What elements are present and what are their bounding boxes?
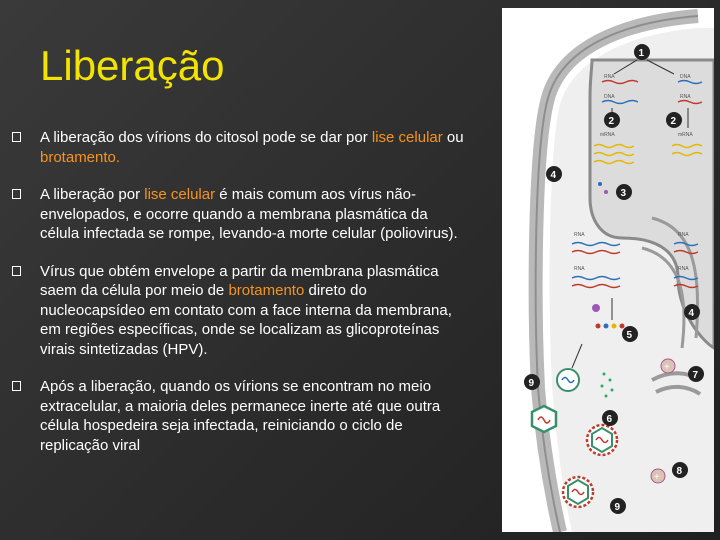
svg-text:5: 5 (626, 330, 633, 341)
viral-protein (603, 373, 606, 376)
bullet-item (10, 377, 465, 455)
svg-text:7: 7 (692, 370, 699, 381)
virus-replication-diagram (502, 8, 714, 532)
step-marker (688, 366, 704, 382)
svg-text:4: 4 (688, 308, 695, 319)
bullet-text-segment: A liberação por (40, 186, 145, 203)
highlight-term: lise celular (144, 186, 216, 203)
label-rna-l1: RNA (574, 232, 585, 238)
bullet-text-segment: Vírus que obtém envelope a partir da membrana plasmática saem da célula por meio de (40, 262, 439, 299)
viral-protein (604, 190, 608, 194)
label-rna-mid: RNA (680, 94, 691, 100)
bullet-text-segment: direto do nucleocapsídeo em contato com a face interna da membrana, em regiões específicas, onde se localizam as glicoproteínas virais sintetizadas (HPV). (40, 282, 452, 358)
viral-protein (609, 379, 612, 382)
label-rna-l2: RNA (574, 266, 585, 272)
svg-text:2: 2 (670, 116, 677, 127)
bullet-item (10, 262, 465, 360)
step-marker (546, 166, 562, 182)
viral-protein (596, 324, 601, 329)
viral-protein (605, 395, 608, 398)
viral-protein (601, 385, 604, 388)
viral-protein (611, 389, 614, 392)
svg-text:1: 1 (638, 48, 645, 59)
viral-protein (598, 182, 602, 186)
bullet-box-icon (12, 381, 21, 391)
bullet-box-icon (12, 266, 21, 276)
diagram-svg (502, 8, 714, 532)
label-mrna-right: mRNA (678, 132, 693, 138)
bullet-item (10, 128, 465, 167)
bullet-text (40, 186, 458, 242)
svg-text:6: 6 (606, 414, 613, 425)
label-rna-top: RNA (604, 74, 615, 80)
label-rna-r1: RNA (678, 232, 689, 238)
slide-title: Liberação (40, 42, 225, 89)
highlight-term: lise celular (371, 129, 443, 146)
step-marker (622, 326, 638, 342)
label-mrna-left: mRNA (600, 132, 615, 138)
step-marker (610, 498, 626, 514)
bullet-text-segment: Após a liberação, quando os vírions se encontram no meio extracelular, a maioria deles permanece inerte até que outra célula hospedeira seja infectada, reiniciando o ciclo de replicação viral (40, 378, 441, 454)
svg-text:8: 8 (676, 466, 683, 477)
bullet-text-segment: ou (442, 129, 464, 146)
plus-icon: + (654, 472, 660, 483)
bullet-text (40, 129, 464, 166)
highlight-term: brotamento. (40, 148, 121, 166)
step-marker (684, 304, 700, 320)
bullet-text (40, 378, 440, 454)
step-marker (634, 44, 650, 60)
step-marker (672, 462, 688, 478)
svg-text:2: 2 (608, 116, 615, 127)
bullet-text-segment: A liberação dos vírions do citosol pode se dar por (40, 129, 372, 146)
label-rna-r2: RNA (678, 266, 689, 272)
bullet-item (10, 185, 465, 244)
svg-text:4: 4 (550, 170, 557, 181)
viral-protein (592, 304, 600, 312)
svg-text:9: 9 (528, 378, 535, 389)
svg-text:3: 3 (620, 188, 627, 199)
step-marker (604, 112, 620, 128)
step-marker (616, 184, 632, 200)
label-dna-top: DNA (680, 74, 691, 80)
svg-text:9: 9 (614, 502, 621, 513)
viral-protein (612, 324, 617, 329)
viral-protein (604, 324, 609, 329)
released-virion (587, 425, 617, 455)
plus-icon: + (664, 362, 670, 373)
step-marker (602, 410, 618, 426)
step-marker (524, 374, 540, 390)
released-virion (532, 406, 556, 432)
viral-protein (620, 324, 625, 329)
released-virion (563, 477, 593, 507)
bullet-text-segment: é mais comum aos vírus não-envelopados, e ocorre quando a membrana plasmática da célula infectada se rompe, levando-a morte celular (poliovirus). (40, 186, 458, 242)
highlight-term: brotamento (228, 282, 305, 299)
label-dna-mid: DNA (604, 94, 615, 100)
bullet-box-icon (12, 132, 21, 142)
bullet-text (40, 263, 452, 358)
bullet-list (10, 128, 465, 473)
bullet-box-icon (12, 189, 21, 199)
step-marker (666, 112, 682, 128)
